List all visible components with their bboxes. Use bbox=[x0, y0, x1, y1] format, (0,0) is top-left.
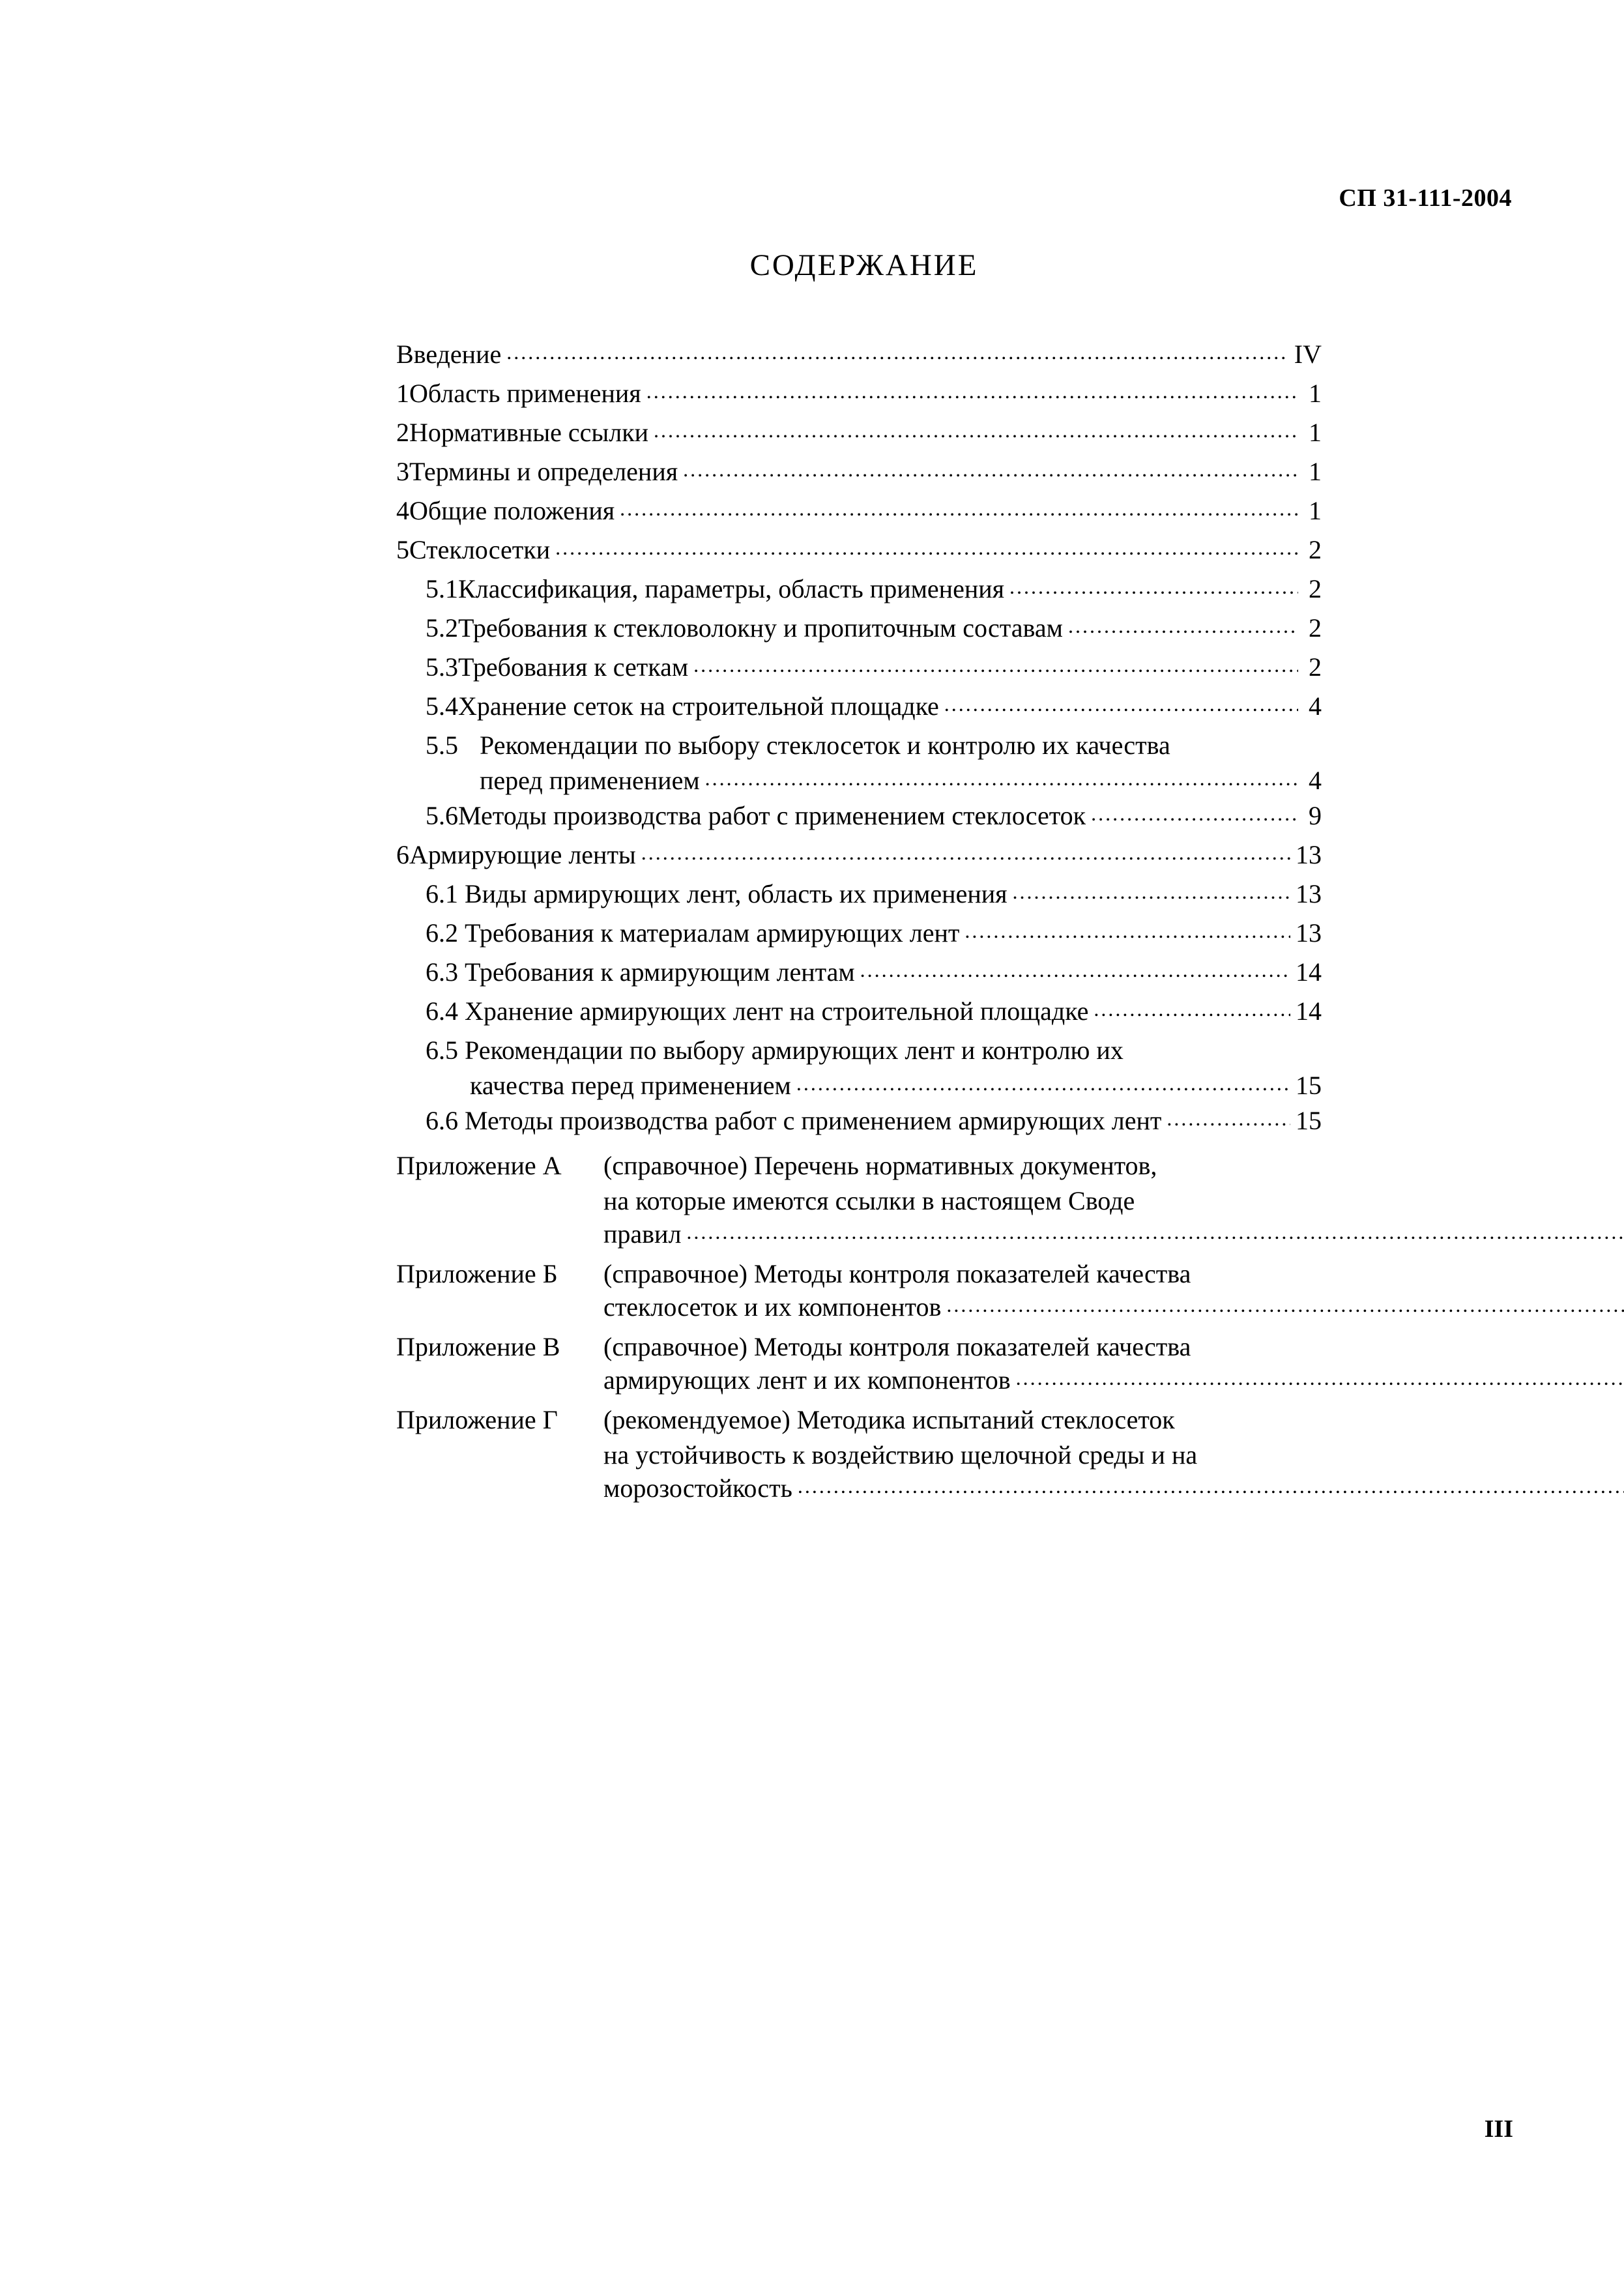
toc-entry-title: 6.2 Требования к материалам армирующих лент bbox=[426, 918, 960, 948]
toc-entry[interactable] bbox=[396, 417, 1322, 456]
toc-entry[interactable] bbox=[396, 495, 1322, 534]
dot-leader bbox=[683, 452, 1298, 483]
toc-entry-number: 5 bbox=[396, 535, 409, 564]
toc-entry-number: 1 bbox=[396, 379, 409, 408]
dot-leader bbox=[1009, 570, 1298, 600]
dot-leader bbox=[693, 648, 1298, 678]
dot-leader bbox=[860, 953, 1290, 983]
toc-entry-title-line: качества перед применением bbox=[470, 1071, 791, 1100]
appendix-title-line: на устойчивость к воздействию щелочной среды и на bbox=[603, 1440, 1198, 1470]
appendix-entry[interactable] bbox=[396, 1256, 1322, 1327]
appendix-title-line: правил bbox=[603, 1219, 682, 1249]
toc-entry-page: 1 bbox=[1309, 379, 1322, 408]
toc-entry-title: Стеклосетки bbox=[409, 535, 551, 564]
toc-entry-title: Нормативные ссылки bbox=[409, 418, 649, 447]
toc-entry[interactable] bbox=[396, 339, 1322, 378]
dot-leader bbox=[1094, 992, 1290, 1022]
toc-entry-page: 2 bbox=[1309, 652, 1322, 682]
toc-entry-page: 1 bbox=[1309, 418, 1322, 447]
toc-entry-page: 1 bbox=[1309, 496, 1322, 525]
toc-subentry[interactable] bbox=[396, 730, 1322, 800]
appendix-label: Приложение В bbox=[396, 1332, 560, 1361]
toc-entry-number: 5.1 bbox=[426, 574, 458, 603]
toc-entry-number: 6 bbox=[396, 840, 409, 869]
toc-entry-title: Область применения bbox=[409, 379, 641, 408]
dot-leader bbox=[946, 1288, 1624, 1318]
toc-subentry[interactable] bbox=[396, 1105, 1322, 1144]
dot-leader bbox=[944, 687, 1298, 717]
toc-entry-title-line: перед применением bbox=[480, 766, 700, 795]
toc-subentry[interactable] bbox=[396, 691, 1322, 730]
toc-subentry[interactable] bbox=[396, 652, 1322, 691]
toc-entry-page: 2 bbox=[1309, 574, 1322, 603]
toc-entry-title: Хранение сеток на строительной площадке bbox=[458, 691, 939, 721]
dot-leader bbox=[1068, 609, 1298, 639]
appendix-entry[interactable] bbox=[396, 1148, 1322, 1254]
toc-entry-page: 13 bbox=[1296, 918, 1322, 948]
toc-entry-title: Армирующие ленты bbox=[409, 840, 636, 869]
toc-entry-page: 14 bbox=[1296, 957, 1322, 987]
toc-entry-title-line: Рекомендации по выбору стеклосеток и контролю их качества bbox=[480, 731, 1170, 760]
toc-subentry[interactable] bbox=[396, 573, 1322, 613]
dot-leader bbox=[1013, 875, 1290, 905]
toc-entry-title: Общие положения bbox=[409, 496, 615, 525]
page-number: III bbox=[1484, 2115, 1513, 2143]
dot-leader bbox=[1091, 796, 1298, 827]
document-code: СП 31-111-2004 bbox=[1339, 184, 1512, 212]
dot-leader bbox=[555, 530, 1298, 561]
toc-subentry[interactable] bbox=[396, 996, 1322, 1035]
toc-entry-title: Требования к сеткам bbox=[458, 652, 689, 682]
toc-entry-title: 6.6 Методы производства работ с применением армирующих лент bbox=[426, 1106, 1162, 1135]
dot-leader bbox=[646, 374, 1298, 405]
toc-entry-title: 6.3 Требования к армирующим лентам bbox=[426, 957, 855, 987]
toc-entry[interactable] bbox=[396, 839, 1322, 878]
toc-subentry[interactable] bbox=[396, 918, 1322, 957]
dot-leader bbox=[964, 914, 1290, 944]
dot-leader bbox=[641, 835, 1290, 866]
toc-entry-page: 15 bbox=[1296, 1106, 1322, 1135]
toc-entry-title: 6.1 Виды армирующих лент, область их применения bbox=[426, 879, 1008, 908]
appendix-title-line: (справочное) Перечень нормативных документов, bbox=[603, 1151, 1157, 1180]
toc-entry[interactable] bbox=[396, 534, 1322, 573]
toc-entry-number: 3 bbox=[396, 457, 409, 486]
dot-leader bbox=[654, 413, 1298, 444]
toc-entry-number: 5.5 bbox=[426, 731, 458, 760]
toc-entry-title: Введение bbox=[396, 340, 502, 369]
toc-entry-page: 4 bbox=[1309, 691, 1322, 721]
dot-leader bbox=[798, 1469, 1624, 1500]
toc-entry-page: 9 bbox=[1309, 801, 1322, 830]
dot-leader bbox=[705, 761, 1298, 792]
appendix-title-line: на которые имеются ссылки в настоящем Своде bbox=[603, 1186, 1135, 1215]
appendix-entry[interactable] bbox=[396, 1329, 1322, 1400]
toc-entry-title: Требования к стекловолокну и пропиточным составам bbox=[458, 613, 1063, 643]
toc-subentry[interactable] bbox=[396, 878, 1322, 918]
toc-entry-number: 5.3 bbox=[426, 652, 458, 682]
appendix-title-line: армирующих лент и их компонентов bbox=[603, 1365, 1011, 1395]
appendix-title-line: (справочное) Методы контроля показателей качества bbox=[603, 1332, 1191, 1361]
toc-entry-page: 13 bbox=[1296, 879, 1322, 908]
dot-leader bbox=[506, 335, 1289, 366]
toc-entry-page: 2 bbox=[1309, 535, 1322, 564]
toc-entry-number: 5.6 bbox=[426, 801, 458, 830]
toc-entry-number: 5.2 bbox=[426, 613, 458, 643]
dot-leader bbox=[620, 491, 1298, 522]
appendix-title-line: (справочное) Методы контроля показателей качества bbox=[603, 1259, 1191, 1288]
dot-leader bbox=[1016, 1361, 1624, 1391]
appendix-label: Приложение Г bbox=[396, 1405, 558, 1434]
dot-leader bbox=[1167, 1101, 1290, 1132]
appendix-label: Приложение А bbox=[396, 1151, 562, 1180]
toc-entry[interactable] bbox=[396, 456, 1322, 495]
toc-entry-page: 13 bbox=[1296, 840, 1322, 869]
appendix-title-line: (рекомендуемое) Методика испытаний стеклосеток bbox=[603, 1405, 1175, 1434]
appendix-title-line: морозостойкость bbox=[603, 1473, 792, 1503]
toc-entry-title: 6.4 Хранение армирующих лент на строительной площадке bbox=[426, 996, 1089, 1026]
appendix-label: Приложение Б bbox=[396, 1259, 558, 1288]
toc-entry-title: Методы производства работ с применением стеклосеток bbox=[458, 801, 1086, 830]
toc-entry-page: 4 bbox=[1309, 766, 1322, 795]
dot-leader bbox=[686, 1215, 1624, 1245]
toc-entry-number: 5.4 bbox=[426, 691, 458, 721]
toc-entry-page: 2 bbox=[1309, 613, 1322, 643]
toc-entry-title: Термины и определения bbox=[409, 457, 678, 486]
toc-entry-number: 2 bbox=[396, 418, 409, 447]
appendix-entry[interactable] bbox=[396, 1402, 1322, 1508]
page-title: СОДЕРЖАНИЕ bbox=[749, 248, 979, 282]
toc-entry-number: 4 bbox=[396, 496, 409, 525]
dot-leader bbox=[796, 1066, 1290, 1097]
toc-subentry[interactable] bbox=[396, 800, 1322, 839]
toc-subentry[interactable] bbox=[396, 613, 1322, 652]
toc-entry-page: 14 bbox=[1296, 996, 1322, 1026]
toc-entry-page: IV bbox=[1294, 340, 1322, 369]
toc-entry-page: 15 bbox=[1296, 1071, 1322, 1100]
toc-subentry[interactable] bbox=[396, 1035, 1322, 1105]
toc-entry-title: Классификация, параметры, область применения bbox=[458, 574, 1005, 603]
appendix-title-line: стеклосеток и их компонентов bbox=[603, 1292, 942, 1322]
toc-entry-page: 1 bbox=[1309, 457, 1322, 486]
toc-entry-title-line: 6.5 Рекомендации по выбору армирующих лент и контролю их bbox=[426, 1036, 1124, 1065]
toc-subentry[interactable] bbox=[396, 957, 1322, 996]
toc-entry[interactable] bbox=[396, 378, 1322, 417]
table-of-contents bbox=[396, 339, 1322, 1508]
